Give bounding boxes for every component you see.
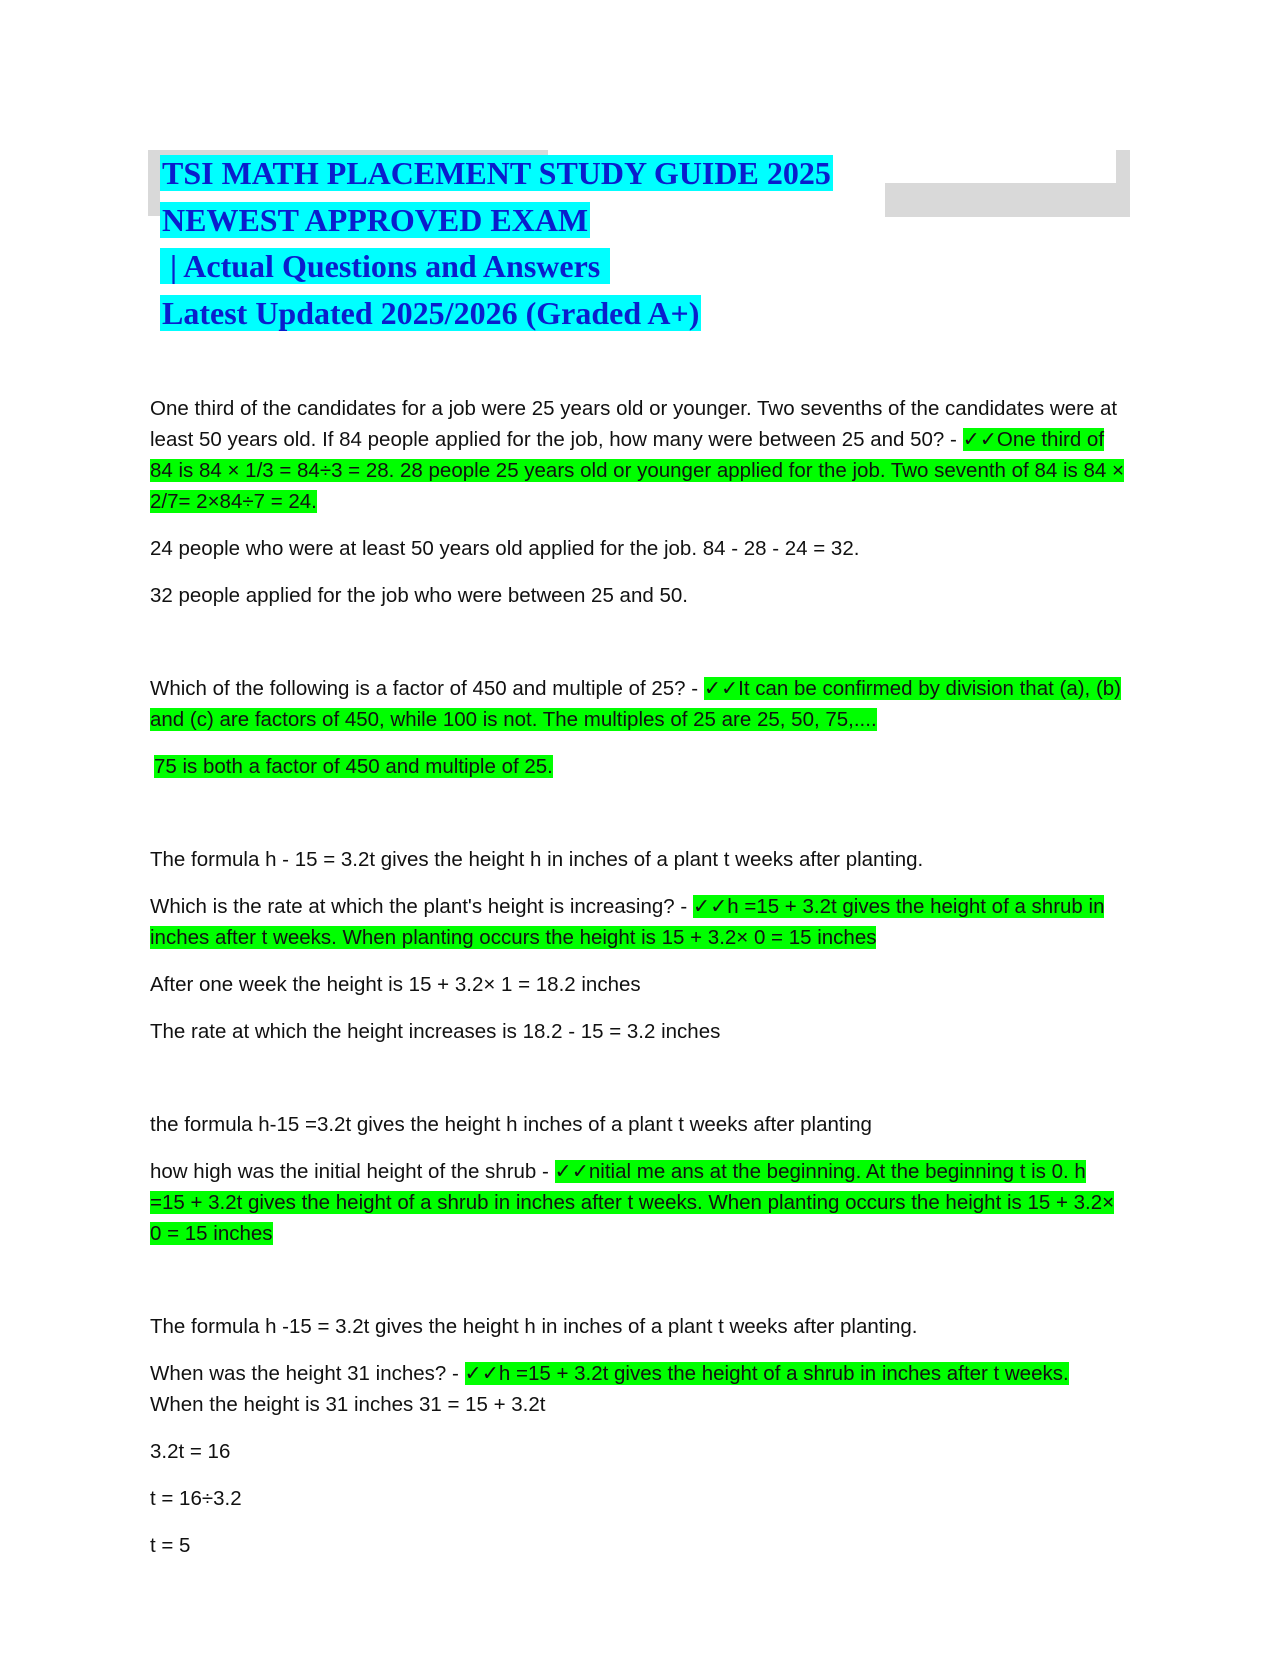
answer-text: 75 is both a factor of 450 and multiple of 25.	[154, 755, 553, 778]
answer-line: 3.2t = 16	[150, 1440, 231, 1463]
title-line-4: Latest Updated 2025/2026 (Graded A+)	[162, 294, 700, 331]
title-line-2: NEWEST APPROVED EXAM	[162, 201, 589, 238]
answer-continuation: When the height is 31 inches 31 = 15 + 3.2t	[150, 1393, 546, 1416]
question-intro: the formula h-15 =3.2t gives the height h inches of a plant t weeks after planting	[150, 1113, 872, 1136]
answer-line: After one week the height is 15 + 3.2× 1 = 18.2 inches	[150, 973, 641, 996]
qa-item-1	[150, 393, 1125, 517]
answer-line: t = 5	[150, 1534, 191, 1557]
question-intro: The formula h -15 = 3.2t gives the height h in inches of a plant t weeks after planting.	[150, 1315, 918, 1338]
question-text: When was the height 31 inches? -	[150, 1362, 465, 1385]
qa-item-2	[150, 673, 1125, 735]
title-line-1: TSI MATH PLACEMENT STUDY GUIDE 2025	[162, 155, 831, 191]
question-text: Which of the following is a factor of 450 and multiple of 25? -	[150, 677, 704, 700]
question-intro: The formula h - 15 = 3.2t gives the height h in inches of a plant t weeks after planting.	[150, 848, 924, 871]
title-frame-right-post	[1116, 150, 1130, 217]
answer-line	[150, 751, 1125, 782]
answer-text: ✓✓nitial me ans at the beginning. At the beginning t is 0. h =15 + 3.2t gives the height of a shrub in inches after t weeks. When planting occurs the height is 15 + 3.2× 0 = 15 inches	[150, 1160, 1115, 1245]
answer-text: ✓✓h =15 + 3.2t gives the height of a shrub in inches after t weeks.	[464, 1362, 1069, 1385]
title-line-3: | Actual Questions and Answers	[162, 248, 609, 284]
answer-text: ✓✓h =15 + 3.2t gives the height of a shrub in inches after t weeks. When planting occurs the height is 15 + 3.2× 0 = 15 inches	[150, 895, 1105, 949]
qa-item-4	[150, 1156, 1125, 1249]
answer-text: ✓✓It can be confirmed by division that (a), (b) and (c) are factors of 450, while 100 is not. The multiples of 25 are 25, 50, 75,....	[150, 677, 1121, 731]
answer-line: t = 16÷3.2	[150, 1487, 242, 1510]
document-body	[150, 393, 1125, 1577]
answer-line: 24 people who were at least 50 years old applied for the job. 84 - 28 - 24 = 32.	[150, 537, 860, 560]
answer-text: ✓✓One third of 84 is 84 × 1/3 = 84÷3 = 28. 28 people 25 years old or younger applied for the job. Two seventh of 84 is 84 × 2/7= 2×84÷7 = 24.	[150, 428, 1124, 513]
question-text: One third of the candidates for a job were 25 years old or younger. Two sevenths of the candidates were at least 50 years old. If 84 people applied for the job, how many were between 25 and 50? -	[150, 397, 1118, 451]
qa-item-5	[150, 1358, 1125, 1420]
question-text: Which is the rate at which the plant's height is increasing? -	[150, 895, 693, 918]
qa-item-3	[150, 891, 1125, 953]
answer-line: The rate at which the height increases is 18.2 - 15 = 3.2 inches	[150, 1020, 721, 1043]
answer-line: 32 people applied for the job who were between 25 and 50.	[150, 584, 688, 607]
question-text: how high was the initial height of the shrub -	[150, 1160, 555, 1183]
title-frame-right-box	[885, 183, 1130, 217]
document-title	[160, 150, 833, 336]
